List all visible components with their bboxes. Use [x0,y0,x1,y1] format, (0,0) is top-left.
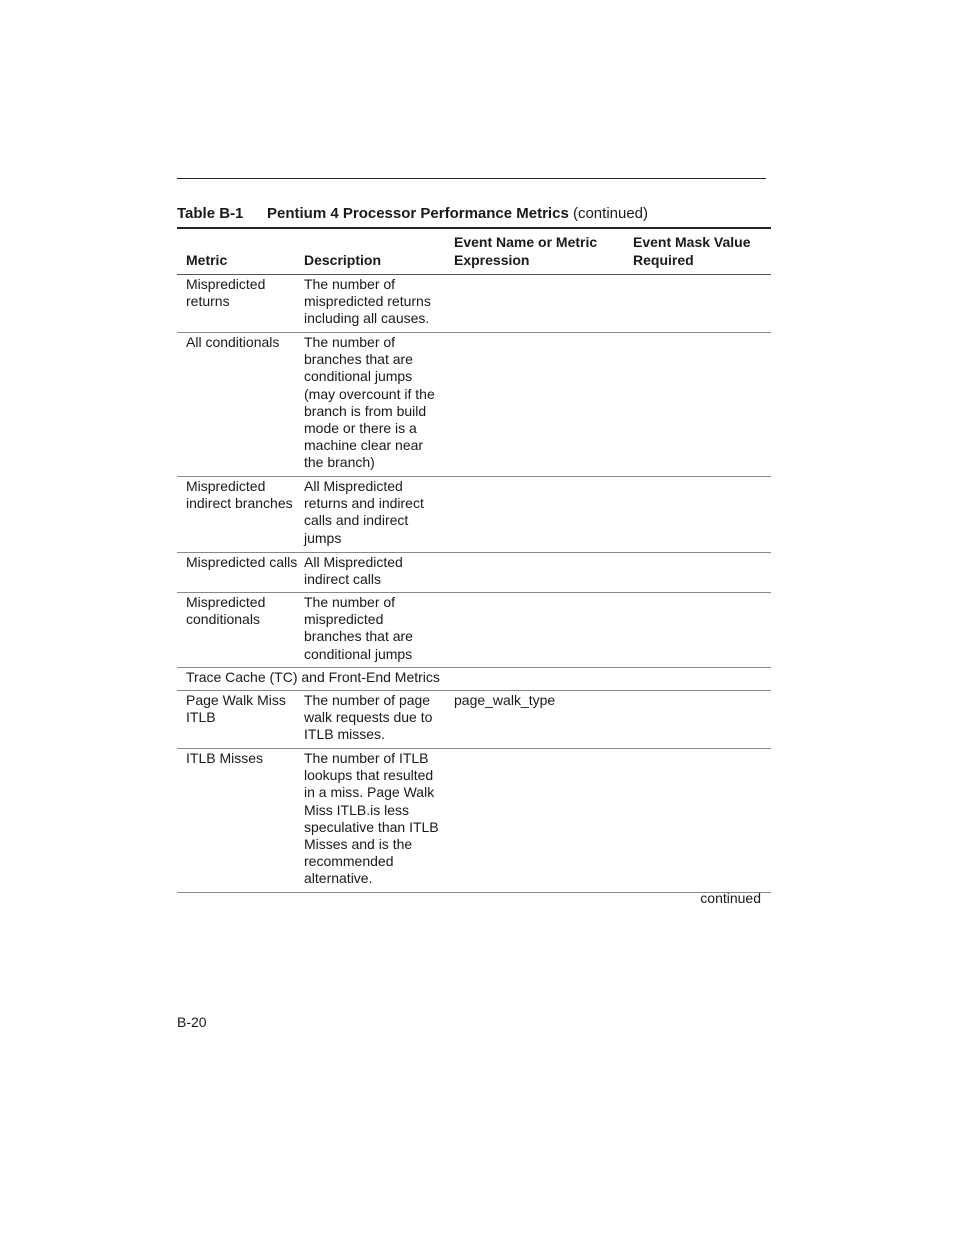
cell-description: All Mispredicted returns and indirect calls and indirect jumps [304,478,424,546]
cell-event [454,553,624,554]
cell-event [454,593,624,594]
cell-event [454,749,624,750]
cell-description: The number of page walk requests due to ITLB misses. [304,692,433,743]
page-number: B-20 [177,1014,207,1030]
table-row [177,691,771,749]
cell-description: The number of ITLB lookups that resulted in a miss. Page Walk Miss ITLB.is less speculative than ITLB Misses and is the recommended alternative. [304,750,439,887]
cell-metric: Mispredicted conditionals [186,594,266,628]
table-row [177,553,771,593]
cell-description: The number of branches that are conditional jumps (may overcount if the branch is from build mode or there is a machine clear near the branch) [304,334,435,471]
cell-description: The number of mispredicted branches that are conditional jumps [304,594,413,662]
continued-label: continued [700,890,761,906]
metrics-table [177,227,771,893]
cell-mask [633,749,767,750]
table-row [177,477,771,553]
cell-metric: All conditionals [186,334,280,350]
header-description: Description [304,251,382,268]
cell-metric: Mispredicted indirect branches [186,478,293,512]
top-rule [177,178,766,179]
cell-event: page_walk_type [454,692,556,708]
section-heading: Trace Cache (TC) and Front-End Metrics [186,669,440,685]
header-metric: Metric [186,251,228,268]
table-title: Pentium 4 Processor Performance Metrics [267,205,569,222]
header-event-name: Event Name or Metric Expression [454,234,598,268]
table-row [177,275,771,333]
cell-mask [633,593,767,594]
cell-description: All Mispredicted indirect calls [304,554,403,588]
table-row [177,593,771,668]
cell-metric: Mispredicted calls [186,554,298,570]
table-row [177,749,771,893]
table-continued-label: (continued) [572,205,649,222]
cell-mask [633,275,767,276]
table-number: Table B-1 [177,205,244,222]
cell-event [454,275,624,276]
cell-event [454,477,624,478]
cell-event [454,333,624,334]
cell-metric: ITLB Misses [186,750,264,766]
cell-metric: Page Walk Miss ITLB [186,692,286,726]
cell-description: The number of mispredicted returns including all causes. [304,276,431,327]
table-row [177,333,771,477]
header-event-mask: Event Mask Value Required [633,234,751,268]
cell-metric: Mispredicted returns [186,276,266,310]
cell-mask [633,477,767,478]
cell-mask [633,691,767,692]
section-row [177,668,771,691]
table-header [177,229,771,275]
table-caption [177,205,648,223]
cell-mask [633,333,767,334]
cell-mask [633,553,767,554]
